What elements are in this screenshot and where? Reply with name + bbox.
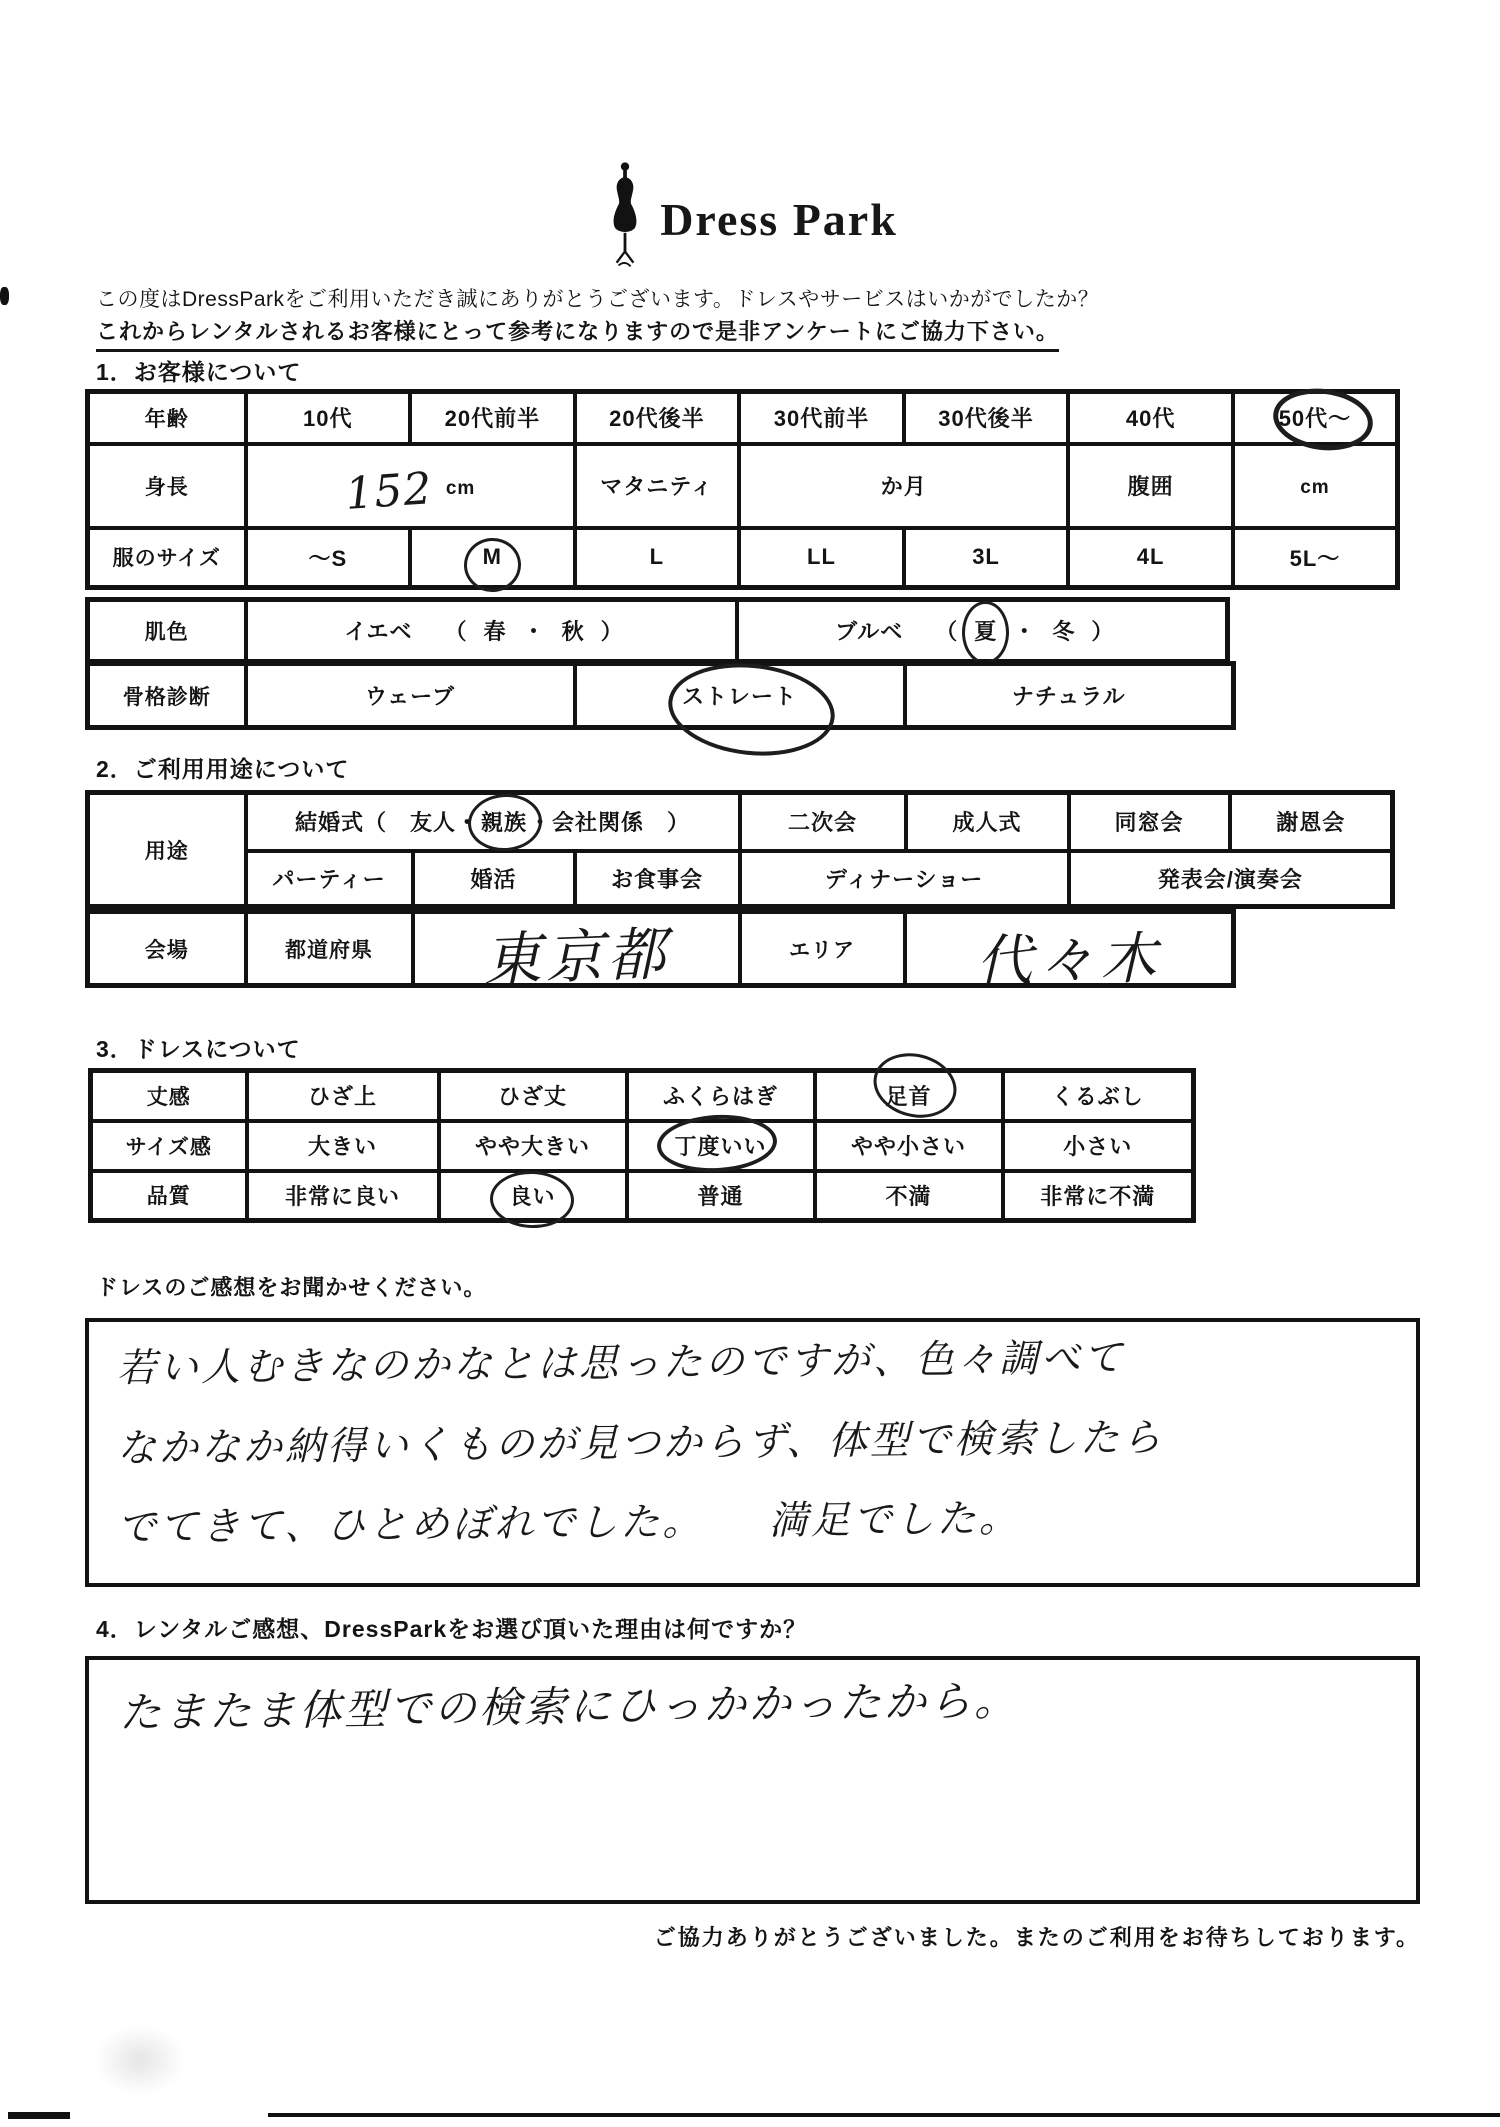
quality-option-cell bbox=[627, 1171, 815, 1221]
age-option: 40代 bbox=[1125, 406, 1176, 432]
waist-label-cell: 腹囲 bbox=[1068, 444, 1233, 528]
quality-option: 不満 bbox=[885, 1183, 932, 1209]
purpose-option-cell bbox=[740, 851, 1069, 907]
size-feel-option-cell bbox=[815, 1121, 1003, 1171]
height-label: 身長 bbox=[88, 444, 246, 528]
skin-tone-table bbox=[85, 597, 1230, 664]
months-cell bbox=[739, 444, 1068, 528]
skeleton-option-cell bbox=[575, 664, 905, 728]
reason-box bbox=[85, 1656, 1420, 1904]
purpose-option: ディナーショー bbox=[824, 866, 984, 892]
purpose-option-cell bbox=[413, 851, 575, 907]
age-option-cell bbox=[739, 392, 904, 444]
height-row bbox=[88, 444, 1398, 528]
skin-cool-summer-selected: 夏 bbox=[972, 615, 999, 646]
size-option-cell bbox=[410, 528, 575, 588]
length-option: ひざ丈 bbox=[497, 1084, 567, 1110]
skin-warm-autumn: 秋 bbox=[561, 619, 585, 644]
age-row bbox=[88, 392, 1398, 444]
quality-option: 非常に不満 bbox=[1040, 1183, 1156, 1209]
skin-warm-cell bbox=[246, 600, 737, 662]
dress-form-icon bbox=[602, 160, 648, 272]
size-option: 4L bbox=[1136, 544, 1165, 570]
size-feel-option: 大きい bbox=[307, 1134, 377, 1159]
purpose-option: 発表会/演奏会 bbox=[1157, 866, 1303, 892]
scan-smudge bbox=[95, 2025, 185, 2095]
area-label: エリア bbox=[740, 912, 905, 986]
venue-label: 会場 bbox=[88, 912, 246, 986]
reason-handwritten-answer: たまたま体型での検索にひっかかったから。 bbox=[118, 1675, 1020, 1738]
section-1-heading: 1．お客様について bbox=[96, 359, 302, 385]
feedback-box bbox=[85, 1318, 1420, 1587]
purpose-option: パーティー bbox=[272, 866, 386, 892]
skeleton-option: ウェーブ bbox=[364, 684, 456, 709]
intro-line-1: この度はDressParkをご利用いただき誠にありがとうございます。ドレスやサービスはいかがでしたか？ bbox=[96, 288, 1100, 311]
size-feel-option-selected: 丁度いい bbox=[672, 1130, 768, 1161]
prefecture-value-cell bbox=[413, 912, 740, 994]
quality-option: 普通 bbox=[697, 1183, 744, 1209]
skin-tone-label: 肌色 bbox=[88, 600, 246, 662]
purpose-option: 二次会 bbox=[788, 810, 858, 836]
age-label: 年齢 bbox=[88, 392, 246, 444]
paren-open: （ bbox=[444, 619, 468, 644]
size-option-cell bbox=[904, 528, 1069, 588]
quality-option-cell bbox=[247, 1171, 439, 1221]
paren-close: ） bbox=[600, 619, 624, 644]
size-option: L bbox=[649, 544, 665, 570]
skeleton-table bbox=[85, 661, 1236, 730]
quality-option-cell bbox=[1003, 1171, 1194, 1221]
brand-name: Dress Park bbox=[660, 194, 898, 245]
height-unit: cm bbox=[445, 477, 476, 499]
brand-logo bbox=[0, 160, 1500, 272]
quality-label: 品質 bbox=[91, 1171, 247, 1221]
skin-warm-name: イエベ bbox=[344, 619, 413, 644]
paren-close: ） bbox=[1091, 619, 1115, 644]
length-option-cell bbox=[247, 1071, 439, 1121]
length-option-cell bbox=[815, 1071, 1003, 1121]
paren-open: （ bbox=[935, 619, 959, 644]
purpose-option-cell bbox=[1230, 793, 1393, 851]
length-label: 丈感 bbox=[91, 1071, 247, 1121]
height-value-cell bbox=[246, 444, 575, 528]
clothing-size-row bbox=[88, 528, 1398, 588]
size-feel-option-cell bbox=[247, 1121, 439, 1171]
age-option-cell bbox=[1068, 392, 1233, 444]
age-option-cell bbox=[410, 392, 575, 444]
age-option: 20代後半 bbox=[609, 406, 705, 432]
quality-row bbox=[91, 1171, 1194, 1221]
prefecture-label: 都道府県 bbox=[246, 912, 413, 986]
purpose-option-cell bbox=[740, 793, 906, 851]
purpose-option: お食事会 bbox=[611, 866, 704, 892]
size-option-cell bbox=[246, 528, 411, 588]
wedding-relatives-selected: 親族 bbox=[479, 806, 529, 837]
skeleton-option-selected: ストレート bbox=[680, 680, 799, 711]
size-option-cell bbox=[575, 528, 740, 588]
footer-thanks: ご協力ありがとうございました。またのご利用をお待ちしております。 bbox=[653, 1925, 1420, 1950]
length-option-selected: 足首 bbox=[883, 1080, 933, 1111]
size-option-cell bbox=[1233, 528, 1398, 588]
size-feel-row bbox=[91, 1121, 1194, 1171]
length-option: くるぶし bbox=[1051, 1084, 1144, 1110]
size-option-cell bbox=[1068, 528, 1233, 588]
purpose-row-1 bbox=[88, 793, 1393, 851]
age-option-cell bbox=[246, 392, 411, 444]
size-feel-option: やや小さい bbox=[850, 1134, 966, 1159]
age-option: 30代後半 bbox=[938, 406, 1034, 432]
section-3-heading: 3．ドレスについて bbox=[96, 1036, 301, 1062]
purpose-option-cell bbox=[575, 851, 740, 907]
feedback-line: でてきて、ひとめぼれでした。 満足でした。 bbox=[116, 1496, 1021, 1551]
section-2-heading: 2．ご利用用途について bbox=[96, 756, 350, 782]
size-option: ～S bbox=[308, 545, 348, 571]
size-feel-option-cell bbox=[627, 1121, 815, 1171]
venue-table bbox=[85, 909, 1236, 995]
wedding-prefix: 結婚式（ 友人・ bbox=[294, 810, 479, 836]
quality-option-cell bbox=[815, 1171, 1003, 1221]
age-option-cell bbox=[904, 392, 1069, 444]
scan-artifact bbox=[268, 2113, 1500, 2117]
size-feel-option: やや大きい bbox=[474, 1134, 590, 1159]
dot-separator: ・ bbox=[522, 619, 546, 644]
venue-row bbox=[88, 912, 1234, 986]
size-feel-option: 小さい bbox=[1063, 1134, 1133, 1159]
purpose-table bbox=[85, 790, 1395, 909]
purpose-row-2 bbox=[88, 851, 1393, 907]
skeleton-row bbox=[88, 664, 1234, 728]
skeleton-label: 骨格診断 bbox=[88, 664, 246, 728]
size-option: 3L bbox=[972, 544, 1000, 570]
purpose-option: 成人式 bbox=[952, 810, 1022, 836]
age-option-selected: 50代～ bbox=[1277, 402, 1353, 433]
area-handwritten-value: 代々木 bbox=[975, 925, 1163, 995]
clothing-size-label: 服のサイズ bbox=[88, 528, 246, 588]
size-feel-option-cell bbox=[439, 1121, 627, 1171]
feedback-prompt: ドレスのご感想をお聞かせください。 bbox=[96, 1275, 487, 1300]
purpose-option-cell bbox=[1069, 851, 1393, 907]
length-option-cell bbox=[1003, 1071, 1194, 1121]
scan-artifact bbox=[0, 287, 9, 305]
wedding-cell bbox=[246, 793, 740, 851]
purpose-option-cell bbox=[246, 851, 413, 907]
section-4-heading: 4．レンタルご感想、DressParkをお選び頂いた理由は何ですか？ bbox=[96, 1616, 808, 1642]
purpose-option: 謝恩会 bbox=[1276, 810, 1346, 836]
size-feel-label: サイズ感 bbox=[91, 1121, 247, 1171]
quality-option-selected: 良い bbox=[507, 1180, 557, 1211]
purpose-label: 用途 bbox=[88, 793, 246, 907]
size-option: LL bbox=[807, 544, 836, 570]
skin-tone-row bbox=[88, 600, 1228, 662]
age-option: 10代 bbox=[303, 406, 353, 432]
quality-option-cell bbox=[439, 1171, 627, 1221]
length-option-cell bbox=[627, 1071, 815, 1121]
customer-table bbox=[85, 389, 1400, 590]
skeleton-option: ナチュラル bbox=[1011, 684, 1126, 709]
waist-unit: cm bbox=[1300, 476, 1330, 498]
skin-cool-cell bbox=[737, 600, 1228, 662]
area-value-cell bbox=[905, 912, 1234, 995]
length-option-cell bbox=[439, 1071, 627, 1121]
purpose-option-cell bbox=[906, 793, 1069, 851]
skeleton-option-cell bbox=[246, 664, 575, 728]
prefecture-handwritten-value: 東京都 bbox=[482, 919, 671, 994]
purpose-option: 同窓会 bbox=[1114, 810, 1184, 836]
skin-warm-spring: 春 bbox=[483, 619, 507, 644]
skin-cool-name: ブルベ bbox=[835, 619, 904, 644]
age-option: 30代前半 bbox=[773, 406, 870, 432]
skin-cool-winter: 冬 bbox=[1052, 619, 1076, 644]
size-feel-option-cell bbox=[1003, 1121, 1194, 1171]
maternity-cell: マタニティ bbox=[575, 444, 740, 528]
age-option-cell bbox=[1233, 392, 1398, 444]
size-option-cell bbox=[739, 528, 904, 588]
length-option: ふくらはぎ bbox=[662, 1084, 778, 1110]
length-row bbox=[91, 1071, 1194, 1121]
feedback-line: 若い人むきなのかなとは思ったのですが、色々調べて bbox=[116, 1335, 1126, 1392]
age-option-cell bbox=[575, 392, 740, 444]
skeleton-option-cell bbox=[905, 664, 1234, 728]
dot-separator: ・ bbox=[1013, 619, 1037, 644]
purpose-option: 婚活 bbox=[470, 866, 517, 892]
intro-line-2: これからレンタルされるお客様にとって参考になりますので是非アンケートにご協力下さい。 bbox=[96, 315, 1059, 352]
waist-unit-cell bbox=[1233, 444, 1398, 528]
months-label: か月 bbox=[880, 474, 927, 499]
size-option: 5L～ bbox=[1289, 545, 1341, 571]
length-option: ひざ上 bbox=[307, 1084, 377, 1110]
quality-option: 非常に良い bbox=[284, 1183, 400, 1209]
purpose-option-cell bbox=[1069, 793, 1230, 851]
dress-table bbox=[88, 1068, 1196, 1223]
age-option: 20代前半 bbox=[444, 406, 541, 432]
height-handwritten-value: 152 bbox=[343, 462, 434, 520]
size-option-selected: M bbox=[482, 544, 502, 570]
scan-artifact bbox=[8, 2112, 70, 2119]
wedding-suffix: ・会社関係 ） bbox=[529, 810, 691, 836]
feedback-line: なかなか納得いくものが見つからず、体型で検索したら bbox=[116, 1415, 1165, 1472]
